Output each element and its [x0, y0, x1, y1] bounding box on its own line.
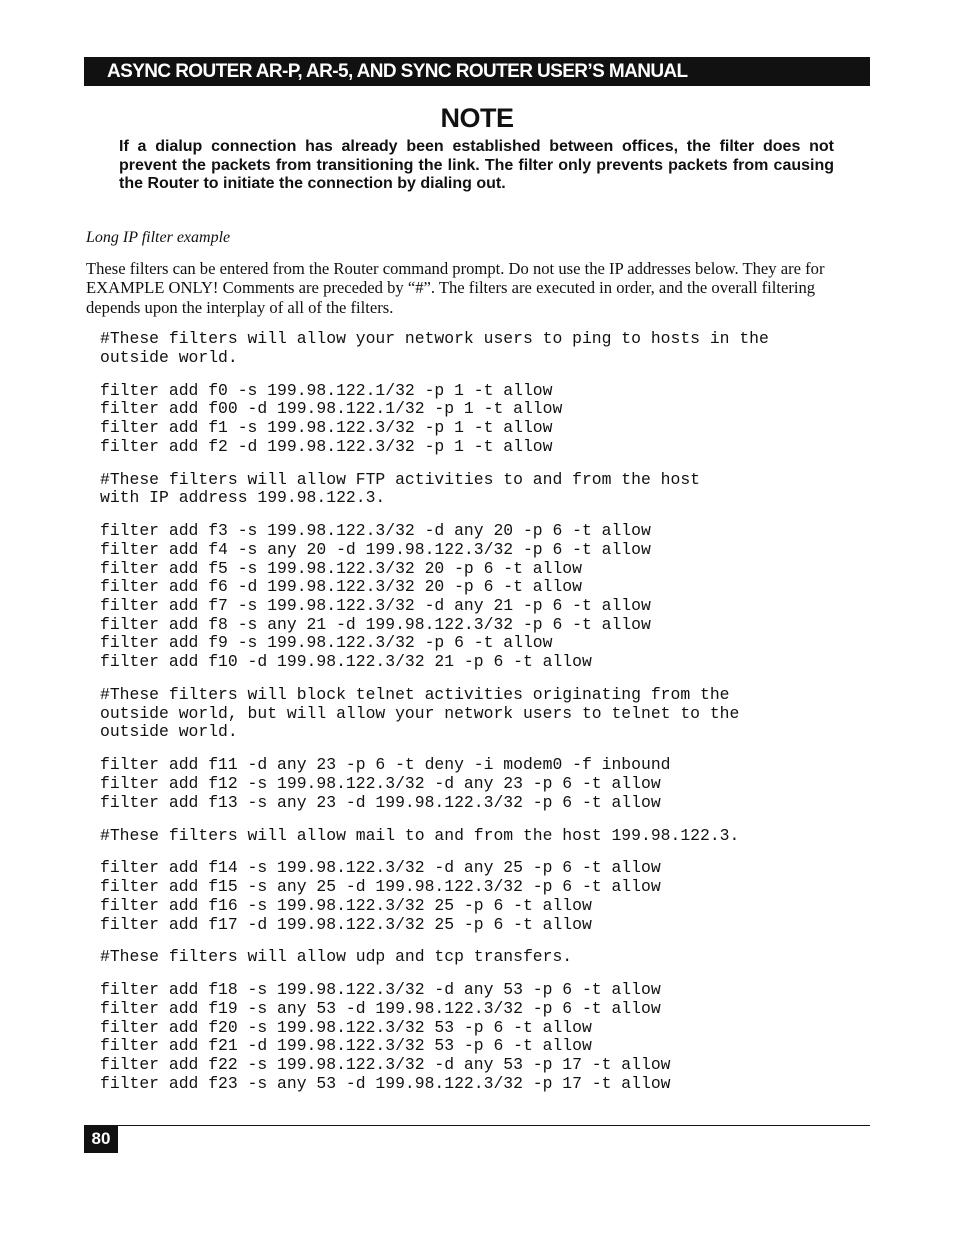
code-command-line: filter add f19 -s any 53 -d 199.98.122.3/32 -p 6 -t allow: [100, 999, 661, 1019]
code-comment-line: #These filters will allow udp and tcp transfers.: [100, 947, 573, 967]
code-command-line: filter add f0 -s 199.98.122.1/32 -p 1 -t allow: [100, 380, 553, 400]
code-command-line: filter add f20 -s 199.98.122.3/32 53 -p 6 -t allow: [100, 1017, 592, 1037]
code-command-line: with IP address 199.98.122.3.: [100, 488, 386, 508]
code-command-line: filter add f22 -s 199.98.122.3/32 -d any 53 -p 17 -t allow: [100, 1055, 671, 1075]
code-command-line: filter add f15 -s any 25 -d 199.98.122.3/32 -p 6 -t allow: [100, 877, 661, 897]
code-command-line: filter add f21 -d 199.98.122.3/32 53 -p 6 -t allow: [100, 1036, 592, 1056]
code-command-line: filter add f9 -s 199.98.122.3/32 -p 6 -t allow: [100, 633, 553, 653]
code-command-line: outside world.: [100, 347, 238, 367]
code-comment-line: #These filters will allow your network users to ping to hosts in the: [100, 329, 769, 348]
code-command-line: filter add f16 -s 199.98.122.3/32 25 -p 6 -t allow: [100, 895, 592, 915]
code-command-line: outside world, but will allow your network users to telnet to the: [100, 703, 740, 723]
code-block: [100, 948, 860, 967]
code-block: [100, 686, 860, 742]
code-block: [100, 522, 860, 672]
code-block: [100, 859, 860, 934]
code-block: [100, 382, 860, 457]
code-command-line: filter add f14 -s 199.98.122.3/32 -d any 25 -p 6 -t allow: [100, 858, 661, 878]
code-block: [100, 330, 860, 367]
code-command-line: filter add f18 -s 199.98.122.3/32 -d any 53 -p 6 -t allow: [100, 980, 661, 1000]
code-command-line: filter add f17 -d 199.98.122.3/32 25 -p 6 -t allow: [100, 914, 592, 934]
note-body: If a dialup connection has already been established between offices, the filter does not prevent the packets from transitioning the link. The filter only prevents packets from causing the Router to initiate the connection by dialing out.: [119, 138, 834, 193]
code-command-line: outside world.: [100, 722, 238, 742]
code-command-line: filter add f13 -s any 23 -d 199.98.122.3/32 -p 6 -t allow: [100, 792, 661, 812]
section-subheading: Long IP filter example: [86, 229, 231, 246]
code-command-line: filter add f23 -s any 53 -d 199.98.122.3/32 -p 17 -t allow: [100, 1073, 671, 1093]
note-heading: NOTE: [440, 103, 514, 133]
code-command-line: filter add f1 -s 199.98.122.3/32 -p 1 -t allow: [100, 418, 553, 437]
footer-rule: [84, 1125, 870, 1126]
code-comment-line: #These filters will allow FTP activities to and from the host: [100, 469, 700, 489]
manual-title-bar: ASYNC ROUTER AR-P, AR-5, AND SYNC ROUTER USER’S MANUAL: [84, 57, 870, 86]
code-block: [100, 827, 860, 846]
code-command-line: filter add f5 -s 199.98.122.3/32 20 -p 6 -t allow: [100, 558, 582, 578]
code-command-line: filter add f10 -d 199.98.122.3/32 21 -p 6 -t allow: [100, 652, 592, 672]
code-comment-line: #These filters will allow mail to and from the host 199.98.122.3.: [100, 825, 740, 845]
code-listing: [100, 330, 860, 1108]
code-command-line: filter add f2 -d 199.98.122.3/32 -p 1 -t allow: [100, 436, 553, 456]
code-command-line: filter add f7 -s 199.98.122.3/32 -d any 21 -p 6 -t allow: [100, 596, 651, 615]
page-number: 80: [84, 1125, 118, 1153]
code-block: [100, 756, 860, 812]
code-command-line: filter add f12 -s 199.98.122.3/32 -d any 23 -p 6 -t allow: [100, 774, 661, 793]
code-command-line: filter add f8 -s any 21 -d 199.98.122.3/32 -p 6 -t allow: [100, 614, 651, 634]
code-command-line: filter add f4 -s any 20 -d 199.98.122.3/32 -p 6 -t allow: [100, 539, 651, 559]
code-command-line: filter add f6 -d 199.98.122.3/32 20 -p 6 -t allow: [100, 577, 582, 597]
intro-paragraph: These filters can be entered from the Router command prompt. Do not use the IP addresses below. They are for EXAMPLE ONLY! Comments are preceded by “#”. The filters are executed in order, and the overall filtering depends upon the interplay of all of the filters.: [86, 259, 825, 317]
code-block: [100, 981, 860, 1093]
code-command-line: filter add f00 -d 199.98.122.1/32 -p 1 -t allow: [100, 399, 563, 419]
code-command-line: filter add f3 -s 199.98.122.3/32 -d any 20 -p 6 -t allow: [100, 521, 651, 541]
code-comment-line: #These filters will block telnet activities originating from the: [100, 685, 730, 704]
code-block: [100, 471, 860, 508]
code-command-line: filter add f11 -d any 23 -p 6 -t deny -i modem0 -f inbound: [100, 755, 671, 775]
